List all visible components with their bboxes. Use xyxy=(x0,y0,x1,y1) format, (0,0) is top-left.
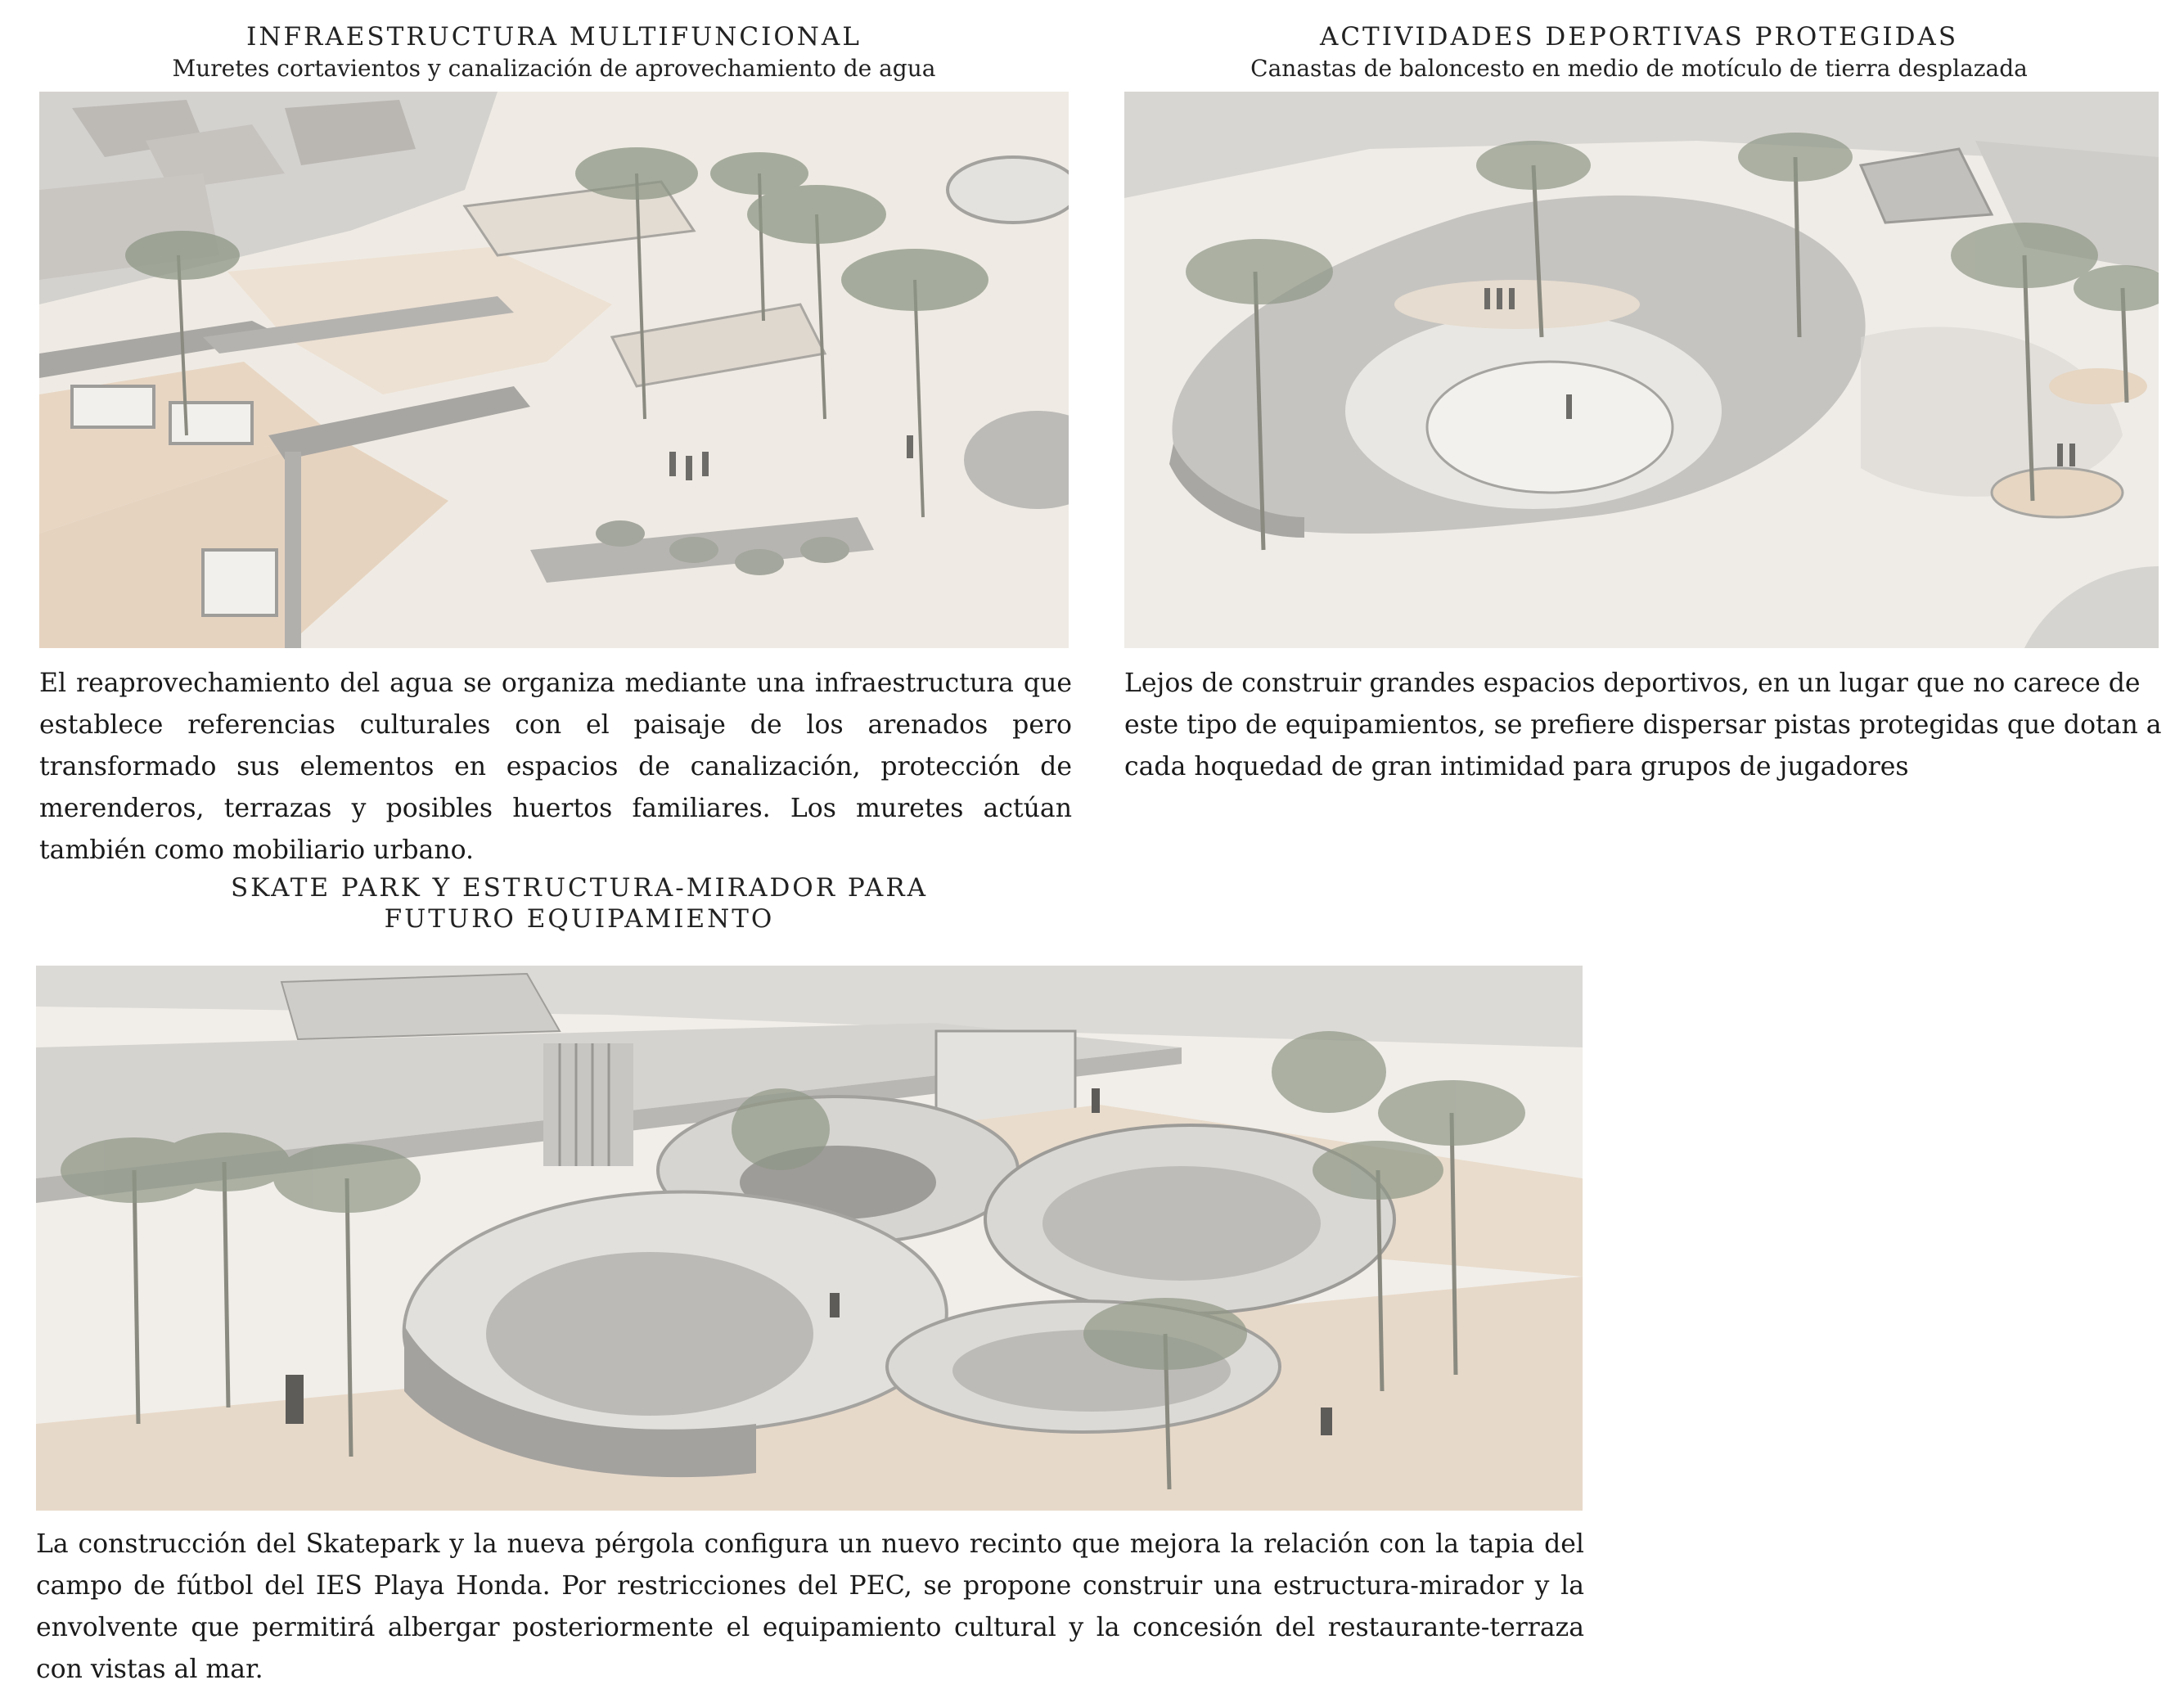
render-skate-park xyxy=(36,966,1583,1511)
section-3-title-line1: SKATE PARK Y ESTRUCTURA-MIRADOR PARA xyxy=(230,873,929,903)
section-2-text: Lejos de construir grandes espacios deportivos, en un lugar que no carece de este tipo de equipamientos, se prefiere dispersar pistas protegidas que dotan a cada hoquedad de gran intimidad para grupos de jugadores xyxy=(1124,669,2162,781)
section-1-text: El reaprovechamiento del agua se organiza mediante una infraestructura que establece referencias culturales con el paisaje de los arenados pero transformado sus elementos en espacios de canalización, protección de merenderos, terrazas y posibles huertos familiares. Los muretes actúan también como mobiliario urbano. xyxy=(39,669,1072,865)
section-2-title: ACTIVIDADES DEPORTIVAS PROTEGIDAS xyxy=(1319,22,1959,52)
section-3-text: La construcción del Skatepark y la nueva pérgola configura un nuevo recinto que mejora la relación con la tapia del campo de fútbol del IES Playa Honda. Por restricciones del PEC, se propone construir una estructura-mirador y la envolvente que permitirá albergar posteriormente el equipamiento cultural y la concesión del restaurante-terraza con vistas al mar. xyxy=(36,1529,1584,1684)
section-2-subtitle: Canastas de baloncesto en medio de motículo de tierra desplazada xyxy=(1250,55,2028,82)
section-3-title-line2: FUTURO EQUIPAMIENTO xyxy=(384,904,775,934)
section-1-subtitle: Muretes cortavientos y canalización de aprovechamiento de agua xyxy=(172,55,936,82)
section-1-title: INFRAESTRUCTURA MULTIFUNCIONAL xyxy=(246,22,862,52)
render-infraestructura-multifuncional xyxy=(39,92,1069,648)
render-actividades-deportivas xyxy=(1124,92,2159,648)
